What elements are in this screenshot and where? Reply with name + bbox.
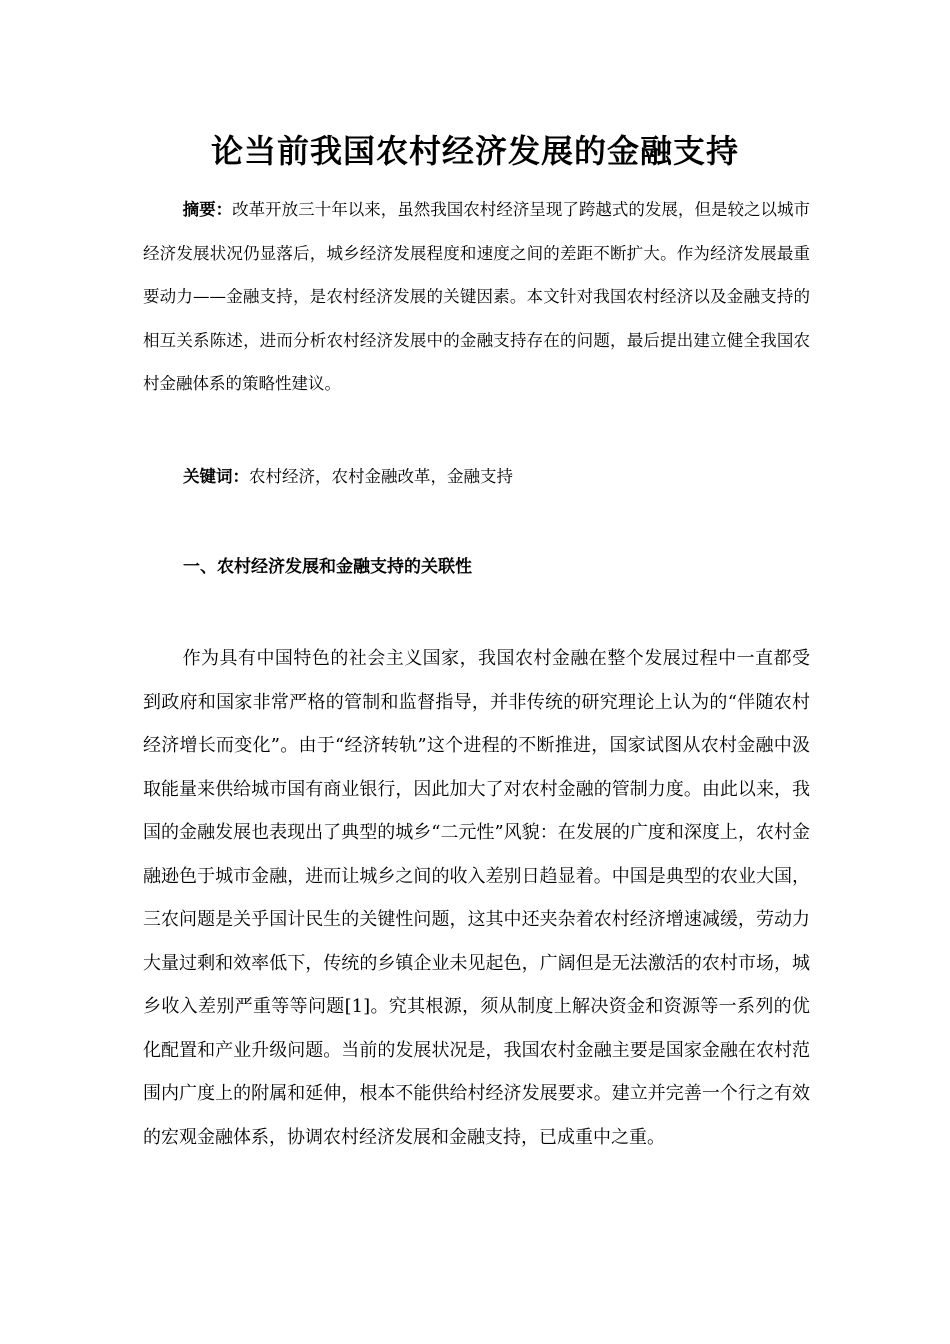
keywords-text: 农村经济，农村金融改革，金融支持 [249, 467, 513, 486]
section-1-paragraph: 作为具有中国特色的社会主义国家，我国农村金融在整个发展过程中一直都受到政府和国家非常严格的管制和监督指导，并非传统的研究理论上认为的“伴随农村经济增长而变化”。由于“经济转轨”这个进程的不断推进，国家试图从农村金融中汲取能量来供给城市国有商业银行，因此加大了对农村金融的管制力度。由此以来，我国的金融发展也表现出了典型的城乡“二元性”风貌：在发展的广度和深度上，农村金融逊色于城市金融，进而让城乡之间的收入差别日趋显着。中国是典型的农业大国，三农问题是关乎国计民生的关键性问题，这其中还夹杂着农村经济增速减缓，劳动力大量过剩和效率低下，传统的乡镇企业未见起色，广阔但是无法激活的农村市场，城乡收入差别严重等等问题[1]。究其根源，须从制度上解决资金和资源等一系列的优化配置和产业升级问题。当前的发展状况是，我国农村金融主要是国家金融在农村范围内广度上的附属和延伸，根本不能供给村经济发展要求。建立并完善一个行之有效的宏观金融体系，协调农村经济发展和金融支持，已成重中之重。 [143, 648, 810, 1148]
keywords-line [183, 455, 810, 498]
abstract-text: 改革开放三十年以来，虽然我国农村经济呈现了跨越式的发展，但是较之以城市经济发展状况仍显落后，城乡经济发展程度和速度之间的差距不断扩大。作为经济发展最重要动力——金融支持，是农村经济发展的关键因素。本文针对我国农村经济以及金融支持的相互关系陈述，进而分析农村经济发展中的金融支持存在的问题，最后提出建立健全我国农村金融体系的策略性建议。 [143, 200, 811, 393]
abstract-paragraph [143, 188, 810, 406]
keywords-label: 关键词： [183, 467, 249, 486]
paper-title: 论当前我国农村经济发展的金融支持 [210, 132, 739, 170]
section-heading-1: 一、农村经济发展和金融支持的关联性 [183, 557, 472, 577]
abstract-label: 摘要： [182, 200, 233, 219]
